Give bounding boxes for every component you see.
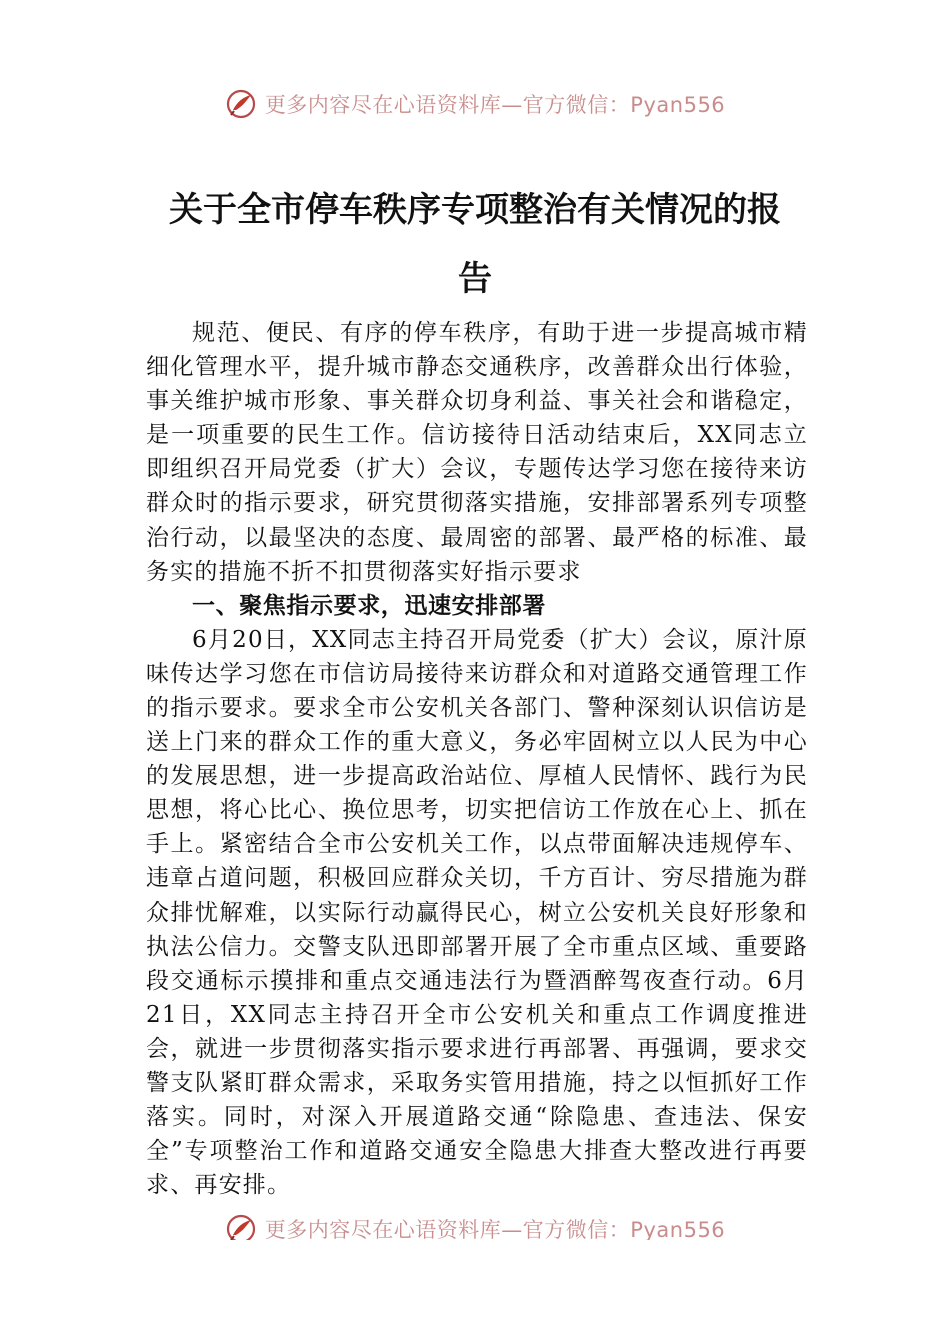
header-watermark [0, 84, 950, 124]
document-title-line1: 关于全市停车秩序专项整治有关情况的报 [169, 190, 781, 230]
document-title-line2: 告 [458, 259, 492, 299]
watermark-text: 更多内容尽在心语资料库—官方微信：Pyan556 [264, 1218, 726, 1240]
section-heading-1: 一、聚焦指示要求，迅速安排部署 [192, 591, 546, 619]
paragraph-section1: 6月20日，XX同志主持召开局党委（扩大）会议，原汁原味传达学习您在市信访局接待来访群众和对道路交通管理工作的指示要求。要求全市公安机关各部门、警种深刻认识信访是送上门来的群众工作的重大意义，务必牢固树立以人民为中心的发展思想，进一步提高政治站位、厚植人民情怀、践行为民思想，将心比心、换位思考，切实把信访工作放在心上、抓在手上。紧密结合全市公安机关工作，以点带面解决违规停车、违章占道问题，积极回应群众关切，千方百计、穷尽措施为群众排忧解难，以实际行动赢得民心，树立公安机关良好形象和执法公信力。交警支队迅即部署开展了全市重点区域、重要路段交通标示摸排和重点交通违法行为暨酒醉驾夜查行动。6月21日，XX同志主持召开全市公安机关和重点工作调度推进会，就进一步贯彻落实指示要求进行再部署、再强调，要求交警支队紧盯群众需求，采取务实管用措施，持之以恒抓好工作落实。同时，对深入开展道路交通“除隐患、查违法、保安全”专项整治工作和道路交通安全隐患大排查大整改进行再要求、再安排。 [146, 626, 808, 1199]
footer-watermark [0, 1206, 950, 1240]
leaf-pen-logo-icon [225, 1213, 257, 1240]
leaf-pen-logo-icon [225, 88, 257, 120]
paragraph-intro: 规范、便民、有序的停车秩序，有助于进一步提高城市精细化管理水平，提升城市静态交通秩序，改善群众出行体验，事关维护城市形象、事关群众切身利益、事关社会和谐稳定，是一项重要的民生工作。信访接待日活动结束后，XX同志立即组织召开局党委（扩大）会议，专题传达学习您在接待来访群众时的指示要求，研究贯彻落实措施，安排部署系列专项整治行动，以最坚决的态度、最周密的部署、最严格的标准、最务实的措施不折不扣贯彻落实好指示要求 [146, 320, 808, 585]
watermark-text: 更多内容尽在心语资料库—官方微信：Pyan556 [264, 93, 726, 117]
document-body [146, 316, 808, 1202]
